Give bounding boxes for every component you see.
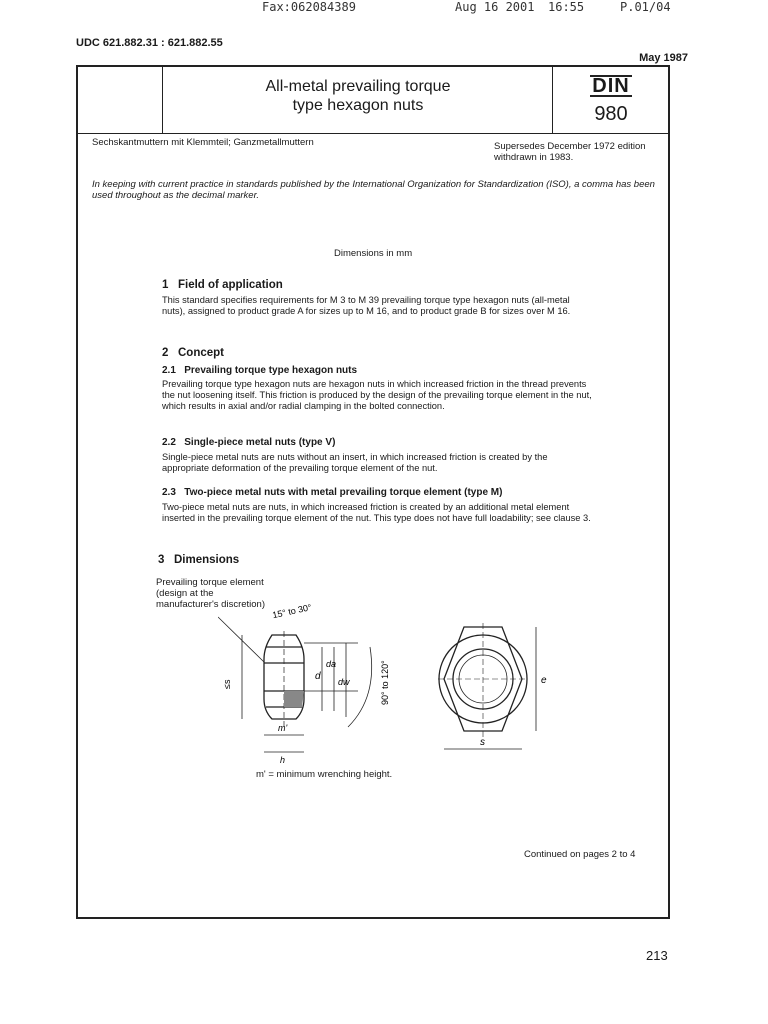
section-2-2-text: Single-piece metal nuts are nuts without an insert, in which increased friction is created by the appropriate deformation of the prevailing torque element of the nut.: [162, 452, 548, 473]
supersedes-note: Supersedes December 1972 edition withdrawn in 1983.: [494, 141, 646, 163]
section-3-heading: 3 Dimensions: [158, 554, 240, 566]
section-2-1-text: Prevailing torque type hexagon nuts are hexagon nuts in which increased friction in the thread prevents the nut loosening itself. This friction is produced by the design of the prevailing torque element in the nut, which results in axial and/or radial clamping in the bolted connection.: [162, 379, 592, 411]
hatched-element: [284, 691, 304, 707]
figure-caption: m' = minimum wrenching height.: [256, 769, 393, 780]
label-m: m': [278, 723, 288, 733]
continued-note: Continued on pages 2 to 4: [524, 849, 636, 860]
label-s-left: ≤s: [222, 679, 232, 689]
fax-time: 16:55: [548, 0, 585, 14]
label-da: da: [326, 659, 337, 669]
udc-code: UDC 621.882.31 : 621.882.55: [76, 37, 223, 49]
label-dw: dw: [338, 677, 350, 687]
din-number: 980: [594, 103, 628, 125]
section-2-heading: 2 Concept: [162, 347, 224, 359]
element-leader-line: [218, 617, 264, 662]
fax-page: P.01/04: [620, 0, 671, 14]
label-s: s: [480, 737, 485, 748]
document-frame: [76, 65, 670, 919]
label-angle-top: 15° to 30°: [271, 602, 313, 621]
issue-date: May 1987: [639, 52, 688, 64]
title-line-1: All-metal prevailing torque: [265, 78, 451, 95]
dimensions-note: Dimensions in mm: [334, 248, 413, 259]
din-mark: DIN: [592, 75, 630, 97]
nut-top-view: [438, 623, 528, 737]
decimal-marker-note: In keeping with current practice in standards published by the International Organization for Standardization (ISO), a comma has been used throughout as the decimal marker.: [92, 179, 655, 201]
german-title: Sechskantmuttern mit Klemmteil; Ganzmetallmuttern: [92, 137, 314, 148]
section-1-text: This standard specifies requirements for M 3 to M 39 prevailing torque type hexagon nuts (all-metal nuts), assigned to product grade A for sizes up to M 16, and to product grade B for sizes over M 16.: [162, 295, 571, 316]
header-box: [78, 67, 668, 134]
document-title: [164, 77, 552, 115]
fax-number: Fax:062084389: [262, 0, 356, 14]
label-d: d: [315, 671, 321, 682]
section-2-3-heading: 2.3 Two-piece metal nuts with metal prevailing torque element (type M): [162, 487, 503, 498]
label-angle-side: 90° to 120°: [380, 660, 390, 705]
din-block: [554, 75, 668, 126]
fax-date: Aug 16 2001: [455, 0, 535, 14]
title-line-2: type hexagon nuts: [292, 97, 424, 114]
section-1-heading: 1 Field of application: [162, 279, 283, 291]
section-2-1-heading: 2.1 Prevailing torque type hexagon nuts: [162, 365, 358, 376]
section-2-2-heading: 2.2 Single-piece metal nuts (type V): [162, 437, 336, 448]
section-2-3-text: Two-piece metal nuts are nuts, in which increased friction is created by an additional metal element inserted in the prevailing torque element of the nut. This type does not have full loadability; see clause 3.: [162, 502, 591, 523]
label-h: h: [280, 755, 286, 765]
nut-drawing: [218, 587, 658, 787]
label-e: e: [541, 675, 547, 686]
torque-element-label: Prevailing torque element (design at the manufacturer's discretion): [156, 577, 265, 610]
page-number: 213: [646, 948, 668, 963]
